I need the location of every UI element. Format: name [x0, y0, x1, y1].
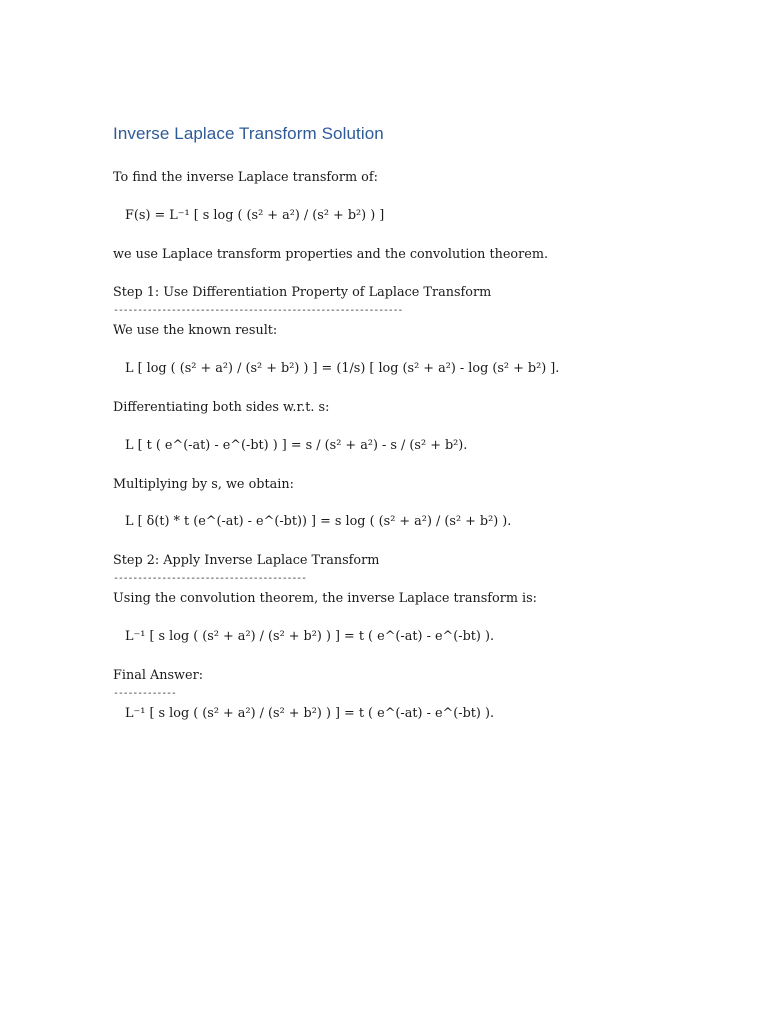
intro-text: To find the inverse Laplace transform of:	[113, 170, 378, 185]
convolution-text: Using the convolution theorem, the inverse Laplace transform is:	[113, 591, 537, 606]
step1-underline: ------------------------------------------------------------	[113, 305, 403, 316]
final-answer-equation: L⁻¹ [ s log ( (s² + a²) / (s² + b²) ) ] = t ( e^(-at) - e^(-bt) ).	[125, 706, 495, 721]
document-title: Inverse Laplace Transform Solution	[113, 124, 384, 143]
final-answer-underline: -------------	[113, 688, 176, 699]
step2-underline: ----------------------------------------	[113, 573, 306, 584]
method-text: we use Laplace transform properties and the convolution theorem.	[113, 247, 549, 262]
derivative-equation: L [ t ( e^(-at) - e^(-bt) ) ] = s / (s² + a²) - s / (s² + b²).	[125, 438, 468, 453]
given-equation: F(s) = L⁻¹ [ s log ( (s² + a²) / (s² + b²) ) ]	[125, 208, 385, 223]
inverse-equation: L⁻¹ [ s log ( (s² + a²) / (s² + b²) ) ] = t ( e^(-at) - e^(-bt) ).	[125, 629, 495, 644]
known-result-text: We use the known result:	[113, 323, 278, 338]
known-result-equation: L [ log ( (s² + a²) / (s² + b²) ) ] = (1/s) [ log (s² + a²) - log (s² + b²) ].	[125, 361, 560, 376]
multiplied-equation: L [ δ(t) * t (e^(-at) - e^(-bt)) ] = s log ( (s² + a²) / (s² + b²) ).	[125, 514, 512, 529]
step1-heading: Step 1: Use Differentiation Property of Laplace Transform	[113, 285, 492, 300]
multiplying-text: Multiplying by s, we obtain:	[113, 477, 294, 492]
final-answer-heading: Final Answer:	[113, 668, 204, 683]
step2-heading: Step 2: Apply Inverse Laplace Transform	[113, 553, 380, 568]
differentiating-text: Differentiating both sides w.r.t. s:	[113, 400, 330, 415]
